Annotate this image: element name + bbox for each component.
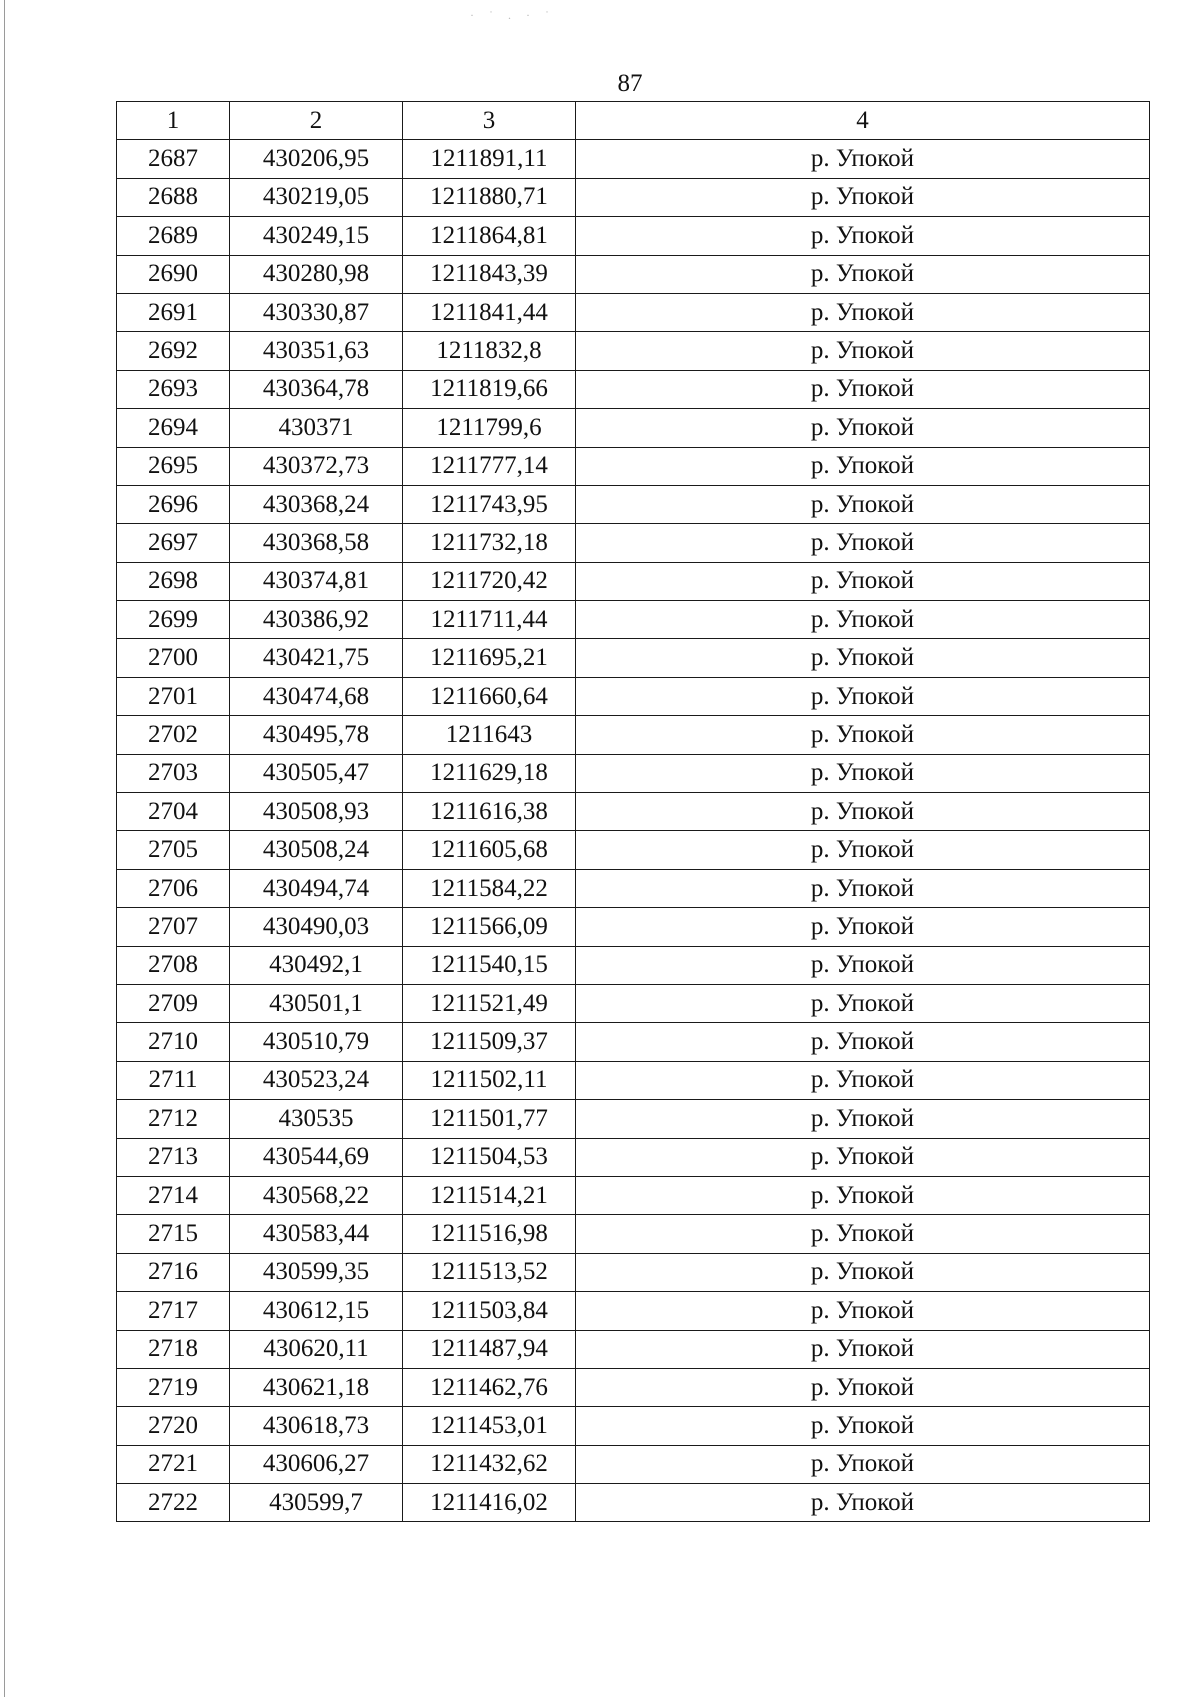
cell-y-coordinate: 1211503,84 xyxy=(403,1292,576,1330)
cell-y-coordinate: 1211487,94 xyxy=(403,1330,576,1368)
table-row xyxy=(117,716,1150,754)
cell-x-coordinate: 430544,69 xyxy=(230,1138,403,1176)
cell-y-coordinate: 1211605,68 xyxy=(403,831,576,869)
cell-description: р. Упокой xyxy=(576,1407,1150,1445)
cell-description: р. Упокой xyxy=(576,1061,1150,1099)
table-row xyxy=(117,677,1150,715)
cell-point-number: 2710 xyxy=(117,1023,230,1061)
table-row xyxy=(117,1484,1150,1522)
table-row xyxy=(117,255,1150,293)
cell-x-coordinate: 430612,15 xyxy=(230,1292,403,1330)
table-row xyxy=(117,869,1150,907)
table-row xyxy=(117,1445,1150,1483)
cell-y-coordinate: 1211566,09 xyxy=(403,908,576,946)
cell-point-number: 2695 xyxy=(117,447,230,485)
cell-description: р. Упокой xyxy=(576,1368,1150,1406)
cell-x-coordinate: 430330,87 xyxy=(230,293,403,331)
cell-y-coordinate: 1211509,37 xyxy=(403,1023,576,1061)
cell-point-number: 2706 xyxy=(117,869,230,907)
cell-y-coordinate: 1211843,39 xyxy=(403,255,576,293)
cell-point-number: 2719 xyxy=(117,1368,230,1406)
table-row xyxy=(117,524,1150,562)
table-row xyxy=(117,754,1150,792)
cell-description: р. Упокой xyxy=(576,1176,1150,1214)
cell-point-number: 2703 xyxy=(117,754,230,792)
table-row xyxy=(117,1253,1150,1291)
cell-point-number: 2722 xyxy=(117,1484,230,1522)
cell-x-coordinate: 430474,68 xyxy=(230,677,403,715)
cell-description: р. Упокой xyxy=(576,1138,1150,1176)
cell-point-number: 2705 xyxy=(117,831,230,869)
cell-point-number: 2715 xyxy=(117,1215,230,1253)
cell-description: р. Упокой xyxy=(576,639,1150,677)
cell-point-number: 2707 xyxy=(117,908,230,946)
cell-description: р. Упокой xyxy=(576,178,1150,216)
cell-point-number: 2688 xyxy=(117,178,230,216)
cell-point-number: 2693 xyxy=(117,370,230,408)
cell-x-coordinate: 430351,63 xyxy=(230,332,403,370)
table-row xyxy=(117,1061,1150,1099)
cell-y-coordinate: 1211720,42 xyxy=(403,562,576,600)
table-row xyxy=(117,908,1150,946)
cell-description: р. Упокой xyxy=(576,447,1150,485)
header-row xyxy=(117,102,1150,140)
cell-y-coordinate: 1211832,8 xyxy=(403,332,576,370)
cell-point-number: 2704 xyxy=(117,793,230,831)
cell-description: р. Упокой xyxy=(576,1330,1150,1368)
cell-description: р. Упокой xyxy=(576,409,1150,447)
cell-x-coordinate: 430368,58 xyxy=(230,524,403,562)
cell-description: р. Упокой xyxy=(576,524,1150,562)
table-row xyxy=(117,1023,1150,1061)
table-row xyxy=(117,601,1150,639)
table-row xyxy=(117,793,1150,831)
table-row xyxy=(117,1407,1150,1445)
cell-x-coordinate: 430364,78 xyxy=(230,370,403,408)
table-row xyxy=(117,946,1150,984)
cell-x-coordinate: 430372,73 xyxy=(230,447,403,485)
cell-x-coordinate: 430621,18 xyxy=(230,1368,403,1406)
cell-y-coordinate: 1211514,21 xyxy=(403,1176,576,1214)
table-row xyxy=(117,409,1150,447)
table-row xyxy=(117,332,1150,370)
cell-y-coordinate: 1211819,66 xyxy=(403,370,576,408)
cell-point-number: 2696 xyxy=(117,485,230,523)
cell-x-coordinate: 430421,75 xyxy=(230,639,403,677)
cell-point-number: 2721 xyxy=(117,1445,230,1483)
scan-noise-marks: · ˙ . · ˙ xyxy=(470,8,555,22)
cell-point-number: 2699 xyxy=(117,601,230,639)
cell-x-coordinate: 430510,79 xyxy=(230,1023,403,1061)
cell-description: р. Упокой xyxy=(576,217,1150,255)
table-row xyxy=(117,1368,1150,1406)
cell-x-coordinate: 430599,7 xyxy=(230,1484,403,1522)
cell-point-number: 2709 xyxy=(117,984,230,1022)
table-row xyxy=(117,370,1150,408)
cell-y-coordinate: 1211695,21 xyxy=(403,639,576,677)
cell-y-coordinate: 1211504,53 xyxy=(403,1138,576,1176)
cell-y-coordinate: 1211502,11 xyxy=(403,1061,576,1099)
cell-point-number: 2691 xyxy=(117,293,230,331)
cell-description: р. Упокой xyxy=(576,332,1150,370)
cell-y-coordinate: 1211521,49 xyxy=(403,984,576,1022)
cell-y-coordinate: 1211711,44 xyxy=(403,601,576,639)
table-row xyxy=(117,831,1150,869)
cell-x-coordinate: 430568,22 xyxy=(230,1176,403,1214)
cell-x-coordinate: 430501,1 xyxy=(230,984,403,1022)
cell-x-coordinate: 430280,98 xyxy=(230,255,403,293)
cell-description: р. Упокой xyxy=(576,1253,1150,1291)
cell-description: р. Упокой xyxy=(576,485,1150,523)
cell-point-number: 2718 xyxy=(117,1330,230,1368)
cell-y-coordinate: 1211462,76 xyxy=(403,1368,576,1406)
cell-y-coordinate: 1211660,64 xyxy=(403,677,576,715)
cell-description: р. Упокой xyxy=(576,601,1150,639)
cell-y-coordinate: 1211864,81 xyxy=(403,217,576,255)
table-row xyxy=(117,293,1150,331)
cell-point-number: 2717 xyxy=(117,1292,230,1330)
cell-description: р. Упокой xyxy=(576,1484,1150,1522)
table-row xyxy=(117,140,1150,178)
column-header-description: 4 xyxy=(576,102,1150,140)
cell-y-coordinate: 1211453,01 xyxy=(403,1407,576,1445)
cell-x-coordinate: 430606,27 xyxy=(230,1445,403,1483)
cell-point-number: 2713 xyxy=(117,1138,230,1176)
table-row xyxy=(117,1215,1150,1253)
cell-x-coordinate: 430374,81 xyxy=(230,562,403,600)
cell-description: р. Упокой xyxy=(576,1100,1150,1138)
cell-point-number: 2687 xyxy=(117,140,230,178)
cell-point-number: 2708 xyxy=(117,946,230,984)
cell-description: р. Упокой xyxy=(576,1445,1150,1483)
table-row xyxy=(117,1292,1150,1330)
cell-y-coordinate: 1211841,44 xyxy=(403,293,576,331)
page-binding-edge xyxy=(4,0,5,1697)
cell-y-coordinate: 1211584,22 xyxy=(403,869,576,907)
cell-description: р. Упокой xyxy=(576,793,1150,831)
cell-point-number: 2689 xyxy=(117,217,230,255)
column-header-x: 2 xyxy=(230,102,403,140)
cell-description: р. Упокой xyxy=(576,908,1150,946)
cell-x-coordinate: 430386,92 xyxy=(230,601,403,639)
cell-description: р. Упокой xyxy=(576,677,1150,715)
cell-x-coordinate: 430618,73 xyxy=(230,1407,403,1445)
table-row xyxy=(117,1330,1150,1368)
cell-y-coordinate: 1211891,11 xyxy=(403,140,576,178)
cell-point-number: 2714 xyxy=(117,1176,230,1214)
cell-description: р. Упокой xyxy=(576,562,1150,600)
cell-x-coordinate: 430505,47 xyxy=(230,754,403,792)
cell-y-coordinate: 1211743,95 xyxy=(403,485,576,523)
cell-description: р. Упокой xyxy=(576,754,1150,792)
cell-y-coordinate: 1211516,98 xyxy=(403,1215,576,1253)
cell-y-coordinate: 1211732,18 xyxy=(403,524,576,562)
cell-y-coordinate: 1211643 xyxy=(403,716,576,754)
cell-y-coordinate: 1211540,15 xyxy=(403,946,576,984)
cell-x-coordinate: 430535 xyxy=(230,1100,403,1138)
cell-y-coordinate: 1211501,77 xyxy=(403,1100,576,1138)
table-row xyxy=(117,447,1150,485)
cell-point-number: 2711 xyxy=(117,1061,230,1099)
cell-x-coordinate: 430620,11 xyxy=(230,1330,403,1368)
cell-description: р. Упокой xyxy=(576,255,1150,293)
cell-point-number: 2712 xyxy=(117,1100,230,1138)
cell-description: р. Упокой xyxy=(576,1023,1150,1061)
coordinates-table xyxy=(116,101,1150,1522)
cell-point-number: 2690 xyxy=(117,255,230,293)
cell-point-number: 2697 xyxy=(117,524,230,562)
table-row xyxy=(117,1100,1150,1138)
cell-description: р. Упокой xyxy=(576,984,1150,1022)
cell-description: р. Упокой xyxy=(576,946,1150,984)
table-body xyxy=(117,140,1150,1522)
cell-y-coordinate: 1211513,52 xyxy=(403,1253,576,1291)
cell-y-coordinate: 1211416,02 xyxy=(403,1484,576,1522)
cell-x-coordinate: 430490,03 xyxy=(230,908,403,946)
cell-x-coordinate: 430495,78 xyxy=(230,716,403,754)
table-row xyxy=(117,178,1150,216)
cell-x-coordinate: 430219,05 xyxy=(230,178,403,216)
table-row xyxy=(117,1138,1150,1176)
cell-y-coordinate: 1211629,18 xyxy=(403,754,576,792)
cell-x-coordinate: 430492,1 xyxy=(230,946,403,984)
cell-x-coordinate: 430206,95 xyxy=(230,140,403,178)
cell-x-coordinate: 430249,15 xyxy=(230,217,403,255)
column-header-y: 3 xyxy=(403,102,576,140)
table-row xyxy=(117,1176,1150,1214)
cell-x-coordinate: 430508,93 xyxy=(230,793,403,831)
cell-description: р. Упокой xyxy=(576,140,1150,178)
table-row xyxy=(117,217,1150,255)
cell-description: р. Упокой xyxy=(576,370,1150,408)
cell-description: р. Упокой xyxy=(576,716,1150,754)
cell-description: р. Упокой xyxy=(576,869,1150,907)
cell-point-number: 2702 xyxy=(117,716,230,754)
column-header-number: 1 xyxy=(117,102,230,140)
cell-x-coordinate: 430508,24 xyxy=(230,831,403,869)
cell-x-coordinate: 430583,44 xyxy=(230,1215,403,1253)
cell-x-coordinate: 430599,35 xyxy=(230,1253,403,1291)
cell-description: р. Упокой xyxy=(576,293,1150,331)
cell-x-coordinate: 430523,24 xyxy=(230,1061,403,1099)
cell-point-number: 2692 xyxy=(117,332,230,370)
table-row xyxy=(117,485,1150,523)
cell-x-coordinate: 430368,24 xyxy=(230,485,403,523)
cell-point-number: 2716 xyxy=(117,1253,230,1291)
cell-y-coordinate: 1211616,38 xyxy=(403,793,576,831)
table-row xyxy=(117,984,1150,1022)
cell-y-coordinate: 1211880,71 xyxy=(403,178,576,216)
cell-description: р. Упокой xyxy=(576,1215,1150,1253)
cell-point-number: 2698 xyxy=(117,562,230,600)
table-row xyxy=(117,562,1150,600)
cell-y-coordinate: 1211799,6 xyxy=(403,409,576,447)
cell-point-number: 2701 xyxy=(117,677,230,715)
cell-point-number: 2700 xyxy=(117,639,230,677)
cell-y-coordinate: 1211432,62 xyxy=(403,1445,576,1483)
cell-point-number: 2694 xyxy=(117,409,230,447)
page-number: 87 xyxy=(617,70,643,97)
cell-description: р. Упокой xyxy=(576,1292,1150,1330)
table-row xyxy=(117,639,1150,677)
cell-description: р. Упокой xyxy=(576,831,1150,869)
cell-x-coordinate: 430371 xyxy=(230,409,403,447)
cell-point-number: 2720 xyxy=(117,1407,230,1445)
cell-x-coordinate: 430494,74 xyxy=(230,869,403,907)
cell-y-coordinate: 1211777,14 xyxy=(403,447,576,485)
